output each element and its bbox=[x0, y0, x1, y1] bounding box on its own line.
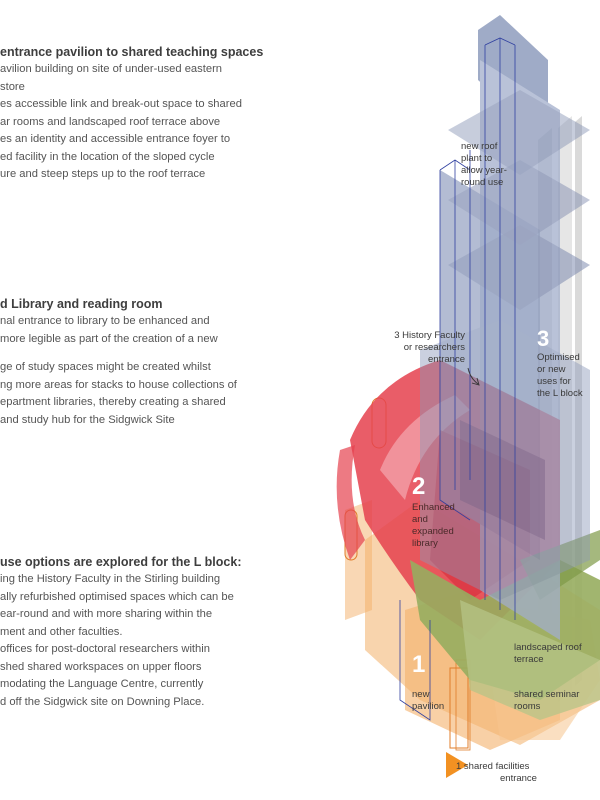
section-line: store bbox=[0, 80, 25, 93]
svg-text:terrace: terrace bbox=[514, 654, 544, 665]
section-line: offices for post-doctoral researchers within bbox=[0, 643, 210, 655]
section-line: ally refurbished optimised spaces which can be bbox=[0, 590, 234, 603]
svg-text:entrance: entrance bbox=[500, 773, 537, 784]
svg-text:new: new bbox=[412, 689, 430, 700]
section-line: shed shared workspaces on upper floors bbox=[0, 660, 202, 673]
section-line: es accessible link and break-out space to shared bbox=[0, 98, 242, 110]
marker-1: 1 bbox=[412, 651, 426, 678]
section-line: ng more areas for stacks to house collections of bbox=[0, 378, 237, 391]
marker-2: 2 bbox=[412, 473, 426, 500]
svg-text:shared seminar: shared seminar bbox=[514, 689, 580, 700]
svg-text:allow year-: allow year- bbox=[461, 165, 507, 176]
section-line: ing the History Faculty in the Stirling building bbox=[0, 573, 221, 585]
svg-text:3 History Faculty: 3 History Faculty bbox=[394, 330, 465, 341]
svg-text:or new: or new bbox=[537, 364, 566, 375]
section-line: modating the Language Centre, currently bbox=[0, 678, 204, 690]
svg-text:plant to: plant to bbox=[461, 153, 493, 164]
svg-text:library: library bbox=[412, 538, 438, 549]
svg-text:and: and bbox=[412, 514, 428, 525]
svg-text:or researchers: or researchers bbox=[403, 342, 465, 353]
section-line: es an identity and accessible entrance foyer to bbox=[0, 133, 231, 145]
section-line: ment and other faculties. bbox=[0, 625, 123, 638]
svg-text:round use: round use bbox=[461, 177, 504, 188]
section-line: ge of study spaces might be created whilst bbox=[0, 361, 211, 373]
section-line: ed facility in the location of the sloped cycle bbox=[0, 150, 215, 163]
section-line: epartment libraries, thereby creating a shared bbox=[0, 396, 226, 408]
history-entrance-label bbox=[394, 330, 465, 365]
section-line: avilion building on site of under-used eastern bbox=[0, 63, 223, 75]
svg-text:the L block: the L block bbox=[537, 388, 583, 399]
shared-entrance-label bbox=[456, 761, 537, 784]
section-line: and study hub for the Sidgwick Site bbox=[0, 413, 175, 426]
section-line: ure and steep steps up to the roof terrace bbox=[0, 168, 206, 180]
svg-text:new roof: new roof bbox=[461, 141, 498, 152]
section-line: nal entrance to library to be enhanced and bbox=[0, 315, 210, 327]
section-line: ar rooms and landscaped roof terrace above bbox=[0, 115, 221, 128]
section-line: ear-round and with more sharing within the bbox=[0, 608, 213, 620]
svg-text:pavilion: pavilion bbox=[412, 701, 445, 712]
svg-text:expanded: expanded bbox=[412, 526, 454, 537]
section-line: more legible as part of the creation of a new bbox=[0, 332, 218, 345]
section-title: d Library and reading room bbox=[0, 297, 163, 311]
marker-3: 3 bbox=[537, 326, 550, 351]
svg-text:Enhanced: Enhanced bbox=[412, 502, 455, 513]
svg-text:Optimised: Optimised bbox=[537, 352, 580, 363]
svg-text:1 shared facilities: 1 shared facilities bbox=[456, 761, 530, 772]
svg-text:entrance: entrance bbox=[428, 354, 465, 365]
svg-text:landscaped roof: landscaped roof bbox=[514, 642, 582, 653]
section-line: d off the Sidgwick site on Downing Place. bbox=[0, 695, 205, 708]
svg-text:uses for: uses for bbox=[537, 376, 571, 387]
svg-text:rooms: rooms bbox=[514, 701, 541, 712]
section-title: use options are explored for the L block: bbox=[0, 555, 242, 569]
section-title: entrance pavilion to shared teaching spaces bbox=[0, 45, 264, 59]
